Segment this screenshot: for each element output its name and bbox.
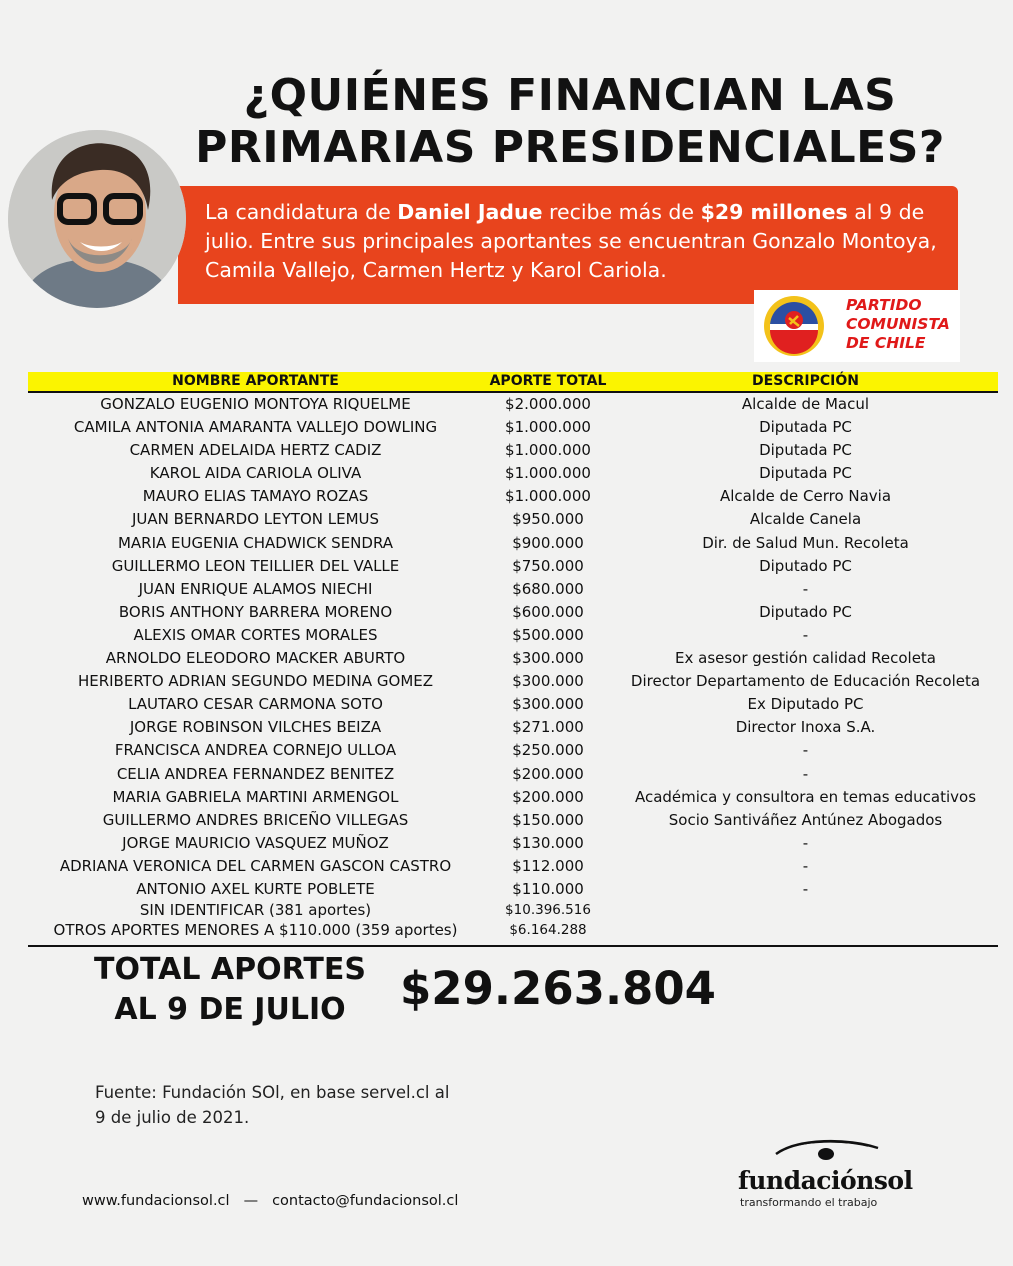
row-description: Académica y consultora en temas educativos <box>634 787 977 806</box>
row-description: Diputada PC <box>759 418 852 437</box>
candidate-photo <box>8 130 186 308</box>
party-line-1: PARTIDO <box>846 296 922 314</box>
row-amount: $250.000 <box>512 741 584 760</box>
row-description: - <box>802 879 809 898</box>
row-amount: $200.000 <box>512 764 584 783</box>
table-row <box>28 462 998 485</box>
row-amount: $1.000.000 <box>505 487 591 506</box>
row-name: CARMEN ADELAIDA HERTZ CADIZ <box>129 441 382 460</box>
row-name: ARNOLDO ELEODORO MACKER ABURTO <box>105 649 406 668</box>
table-body <box>28 393 998 941</box>
total-value: $29.263.804 <box>400 962 716 1015</box>
row-description: Director Inoxa S.A. <box>735 718 876 737</box>
row-name: JORGE ROBINSON VILCHES BEIZA <box>129 718 382 737</box>
row-description: Alcalde Canela <box>749 510 862 529</box>
banner-amount: $29 millones <box>700 200 848 224</box>
party-line-2: COMUNISTA <box>846 315 950 333</box>
row-amount: $680.000 <box>512 579 584 598</box>
banner-text-1: La candidatura de <box>205 200 398 224</box>
row-amount: $1.000.000 <box>505 441 591 460</box>
header-name: NOMBRE APORTANTE <box>172 373 339 389</box>
row-amount: $110.000 <box>512 879 584 898</box>
row-name: LAUTARO CESAR CARMONA SOTO <box>128 695 383 714</box>
row-amount: $200.000 <box>512 787 584 806</box>
total-label-line-1: TOTAL APORTES <box>94 952 366 987</box>
table-row <box>28 555 998 578</box>
total-label <box>80 950 380 1030</box>
table-row <box>28 508 998 531</box>
email-link[interactable]: contacto@fundacionsol.cl <box>272 1193 459 1209</box>
source-line-2: 9 de julio de 2021. <box>95 1108 250 1127</box>
website-link[interactable]: www.fundacionsol.cl <box>82 1193 230 1209</box>
row-name: ANTONIO AXEL KURTE POBLETE <box>136 879 375 898</box>
party-emblem-icon <box>754 290 844 362</box>
eye-icon <box>768 1136 888 1166</box>
table-row <box>28 855 998 878</box>
row-name: KAROL AIDA CARIOLA OLIVA <box>149 464 362 483</box>
table-row <box>28 578 998 601</box>
footer-separator: — <box>243 1193 259 1209</box>
row-name: JORGE MAURICIO VASQUEZ MUÑOZ <box>122 833 389 852</box>
row-name: CAMILA ANTONIA AMARANTA VALLEJO DOWLING <box>73 418 438 437</box>
row-description: - <box>802 741 809 760</box>
table-row <box>28 716 998 739</box>
row-description: - <box>802 579 809 598</box>
row-name: MARIA GABRIELA MARTINI ARMENGOL <box>112 787 399 806</box>
table-row <box>28 485 998 508</box>
row-name: BORIS ANTHONY BARRERA MORENO <box>118 602 393 621</box>
row-amount: $500.000 <box>512 625 584 644</box>
page-title <box>150 70 990 174</box>
table-row <box>28 532 998 555</box>
row-name: JUAN BERNARDO LEYTON LEMUS <box>131 510 380 529</box>
row-amount: $6.164.288 <box>509 922 587 939</box>
total-label-line-2: AL 9 DE JULIO <box>114 992 346 1027</box>
row-name: MAURO ELIAS TAMAYO ROZAS <box>142 487 369 506</box>
party-name <box>846 296 958 353</box>
table-row <box>28 670 998 693</box>
row-name: GUILLERMO LEON TEILLIER DEL VALLE <box>111 556 400 575</box>
row-amount: $750.000 <box>512 556 584 575</box>
header-amount: APORTE TOTAL <box>489 373 607 389</box>
row-name: MARIA EUGENIA CHADWICK SENDRA <box>117 533 394 552</box>
source-line-1: Fuente: Fundación SOl, en base servel.cl al <box>95 1083 450 1102</box>
row-description: Diputado PC <box>759 602 852 621</box>
table-row <box>28 901 998 921</box>
source-note <box>95 1080 515 1130</box>
row-name: GONZALO EUGENIO MONTOYA RIQUELME <box>100 395 411 413</box>
table-row <box>28 693 998 716</box>
banner-text-3: al 9 de julio. Entre sus principales aportantes se encuentran Gonzalo Montoya, Camila Vallejo, Carmen Hertz y Karol Cariola. <box>205 200 937 282</box>
row-description: Ex Diputado PC <box>747 695 864 714</box>
row-amount: $1.000.000 <box>505 464 591 483</box>
table-header <box>28 372 998 393</box>
party-line-3: DE CHILE <box>846 334 926 352</box>
row-amount: $1.000.000 <box>505 418 591 437</box>
row-name: GUILLERMO ANDRES BRICEÑO VILLEGAS <box>102 810 409 829</box>
row-amount: $130.000 <box>512 833 584 852</box>
row-description: Dir. de Salud Mun. Recoleta <box>702 533 909 552</box>
total-divider <box>28 945 998 947</box>
contributions-table <box>28 372 998 941</box>
title-line-2: PRIMARIAS PRESIDENCIALES? <box>195 122 945 173</box>
table-row <box>28 416 998 439</box>
row-amount: $10.396.516 <box>505 902 591 919</box>
row-amount: $600.000 <box>512 602 584 621</box>
row-description: Diputada PC <box>759 464 852 483</box>
table-row <box>28 393 998 416</box>
brand-name: fundaciónsol <box>738 1166 913 1195</box>
row-amount: $112.000 <box>512 856 584 875</box>
footer-contact <box>82 1193 458 1209</box>
table-row <box>28 786 998 809</box>
row-description: - <box>802 764 809 783</box>
table-row <box>28 763 998 786</box>
row-name: OTROS APORTES MENORES A $110.000 (359 aportes) <box>53 921 458 940</box>
row-amount: $300.000 <box>512 649 584 668</box>
table-row <box>28 921 998 941</box>
row-name: JUAN ENRIQUE ALAMOS NIECHI <box>138 579 373 598</box>
title-line-1: ¿QUIÉNES FINANCIAN LAS <box>243 70 897 121</box>
banner-text-2: recibe más de <box>542 200 701 224</box>
row-name: CELIA ANDREA FERNANDEZ BENITEZ <box>116 764 395 783</box>
row-description: Diputada PC <box>759 441 852 460</box>
table-row <box>28 439 998 462</box>
row-description: Ex asesor gestión calidad Recoleta <box>675 649 936 668</box>
row-description: Director Departamento de Educación Recoleta <box>630 672 981 691</box>
row-amount: $150.000 <box>512 810 584 829</box>
row-name: HERIBERTO ADRIAN SEGUNDO MEDINA GOMEZ <box>77 672 434 691</box>
row-amount: $2.000.000 <box>505 395 591 413</box>
row-description: Diputado PC <box>759 556 852 575</box>
row-description: Alcalde de Macul <box>741 395 870 413</box>
row-description: - <box>802 856 809 875</box>
brand-tagline: transformando el trabajo <box>740 1196 878 1209</box>
table-row <box>28 739 998 762</box>
table-row <box>28 832 998 855</box>
row-amount: $900.000 <box>512 533 584 552</box>
row-name: ADRIANA VERONICA DEL CARMEN GASCON CASTRO <box>59 856 452 875</box>
header-description: DESCRIPCIÓN <box>752 373 859 389</box>
row-description: - <box>802 625 809 644</box>
row-amount: $300.000 <box>512 695 584 714</box>
row-name: SIN IDENTIFICAR (381 aportes) <box>139 901 372 920</box>
row-amount: $300.000 <box>512 672 584 691</box>
table-row <box>28 878 998 901</box>
row-amount: $271.000 <box>512 718 584 737</box>
brand-logo <box>738 1136 928 1216</box>
row-description: - <box>802 833 809 852</box>
candidate-name: Daniel Jadue <box>397 200 543 224</box>
row-description: Socio Santiváñez Antúnez Abogados <box>668 810 943 829</box>
table-row <box>28 624 998 647</box>
table-row <box>28 601 998 624</box>
table-row <box>28 647 998 670</box>
party-logo <box>754 290 960 362</box>
banner-text <box>205 198 965 285</box>
row-description: Alcalde de Cerro Navia <box>719 487 892 506</box>
row-name: ALEXIS OMAR CORTES MORALES <box>133 625 378 644</box>
row-name: FRANCISCA ANDREA CORNEJO ULLOA <box>114 741 397 760</box>
table-row <box>28 809 998 832</box>
row-amount: $950.000 <box>512 510 584 529</box>
